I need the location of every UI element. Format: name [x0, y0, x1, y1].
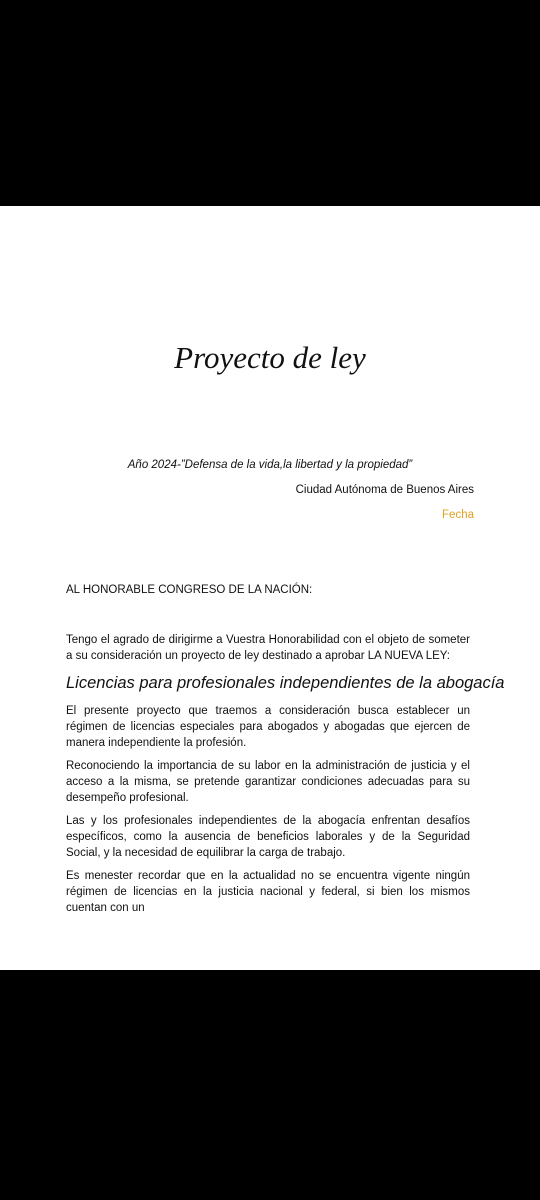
intro-paragraph: Tengo el agrado de dirigirme a Vuestra Honorabilidad con el objeto de someter a su consideración un proyecto de ley destinado a aprobar LA NUEVA LEY: — [66, 634, 470, 662]
document-title: Proyecto de ley — [174, 340, 366, 375]
addressee: AL HONORABLE CONGRESO DE LA NACIÓN: — [66, 584, 313, 596]
year-motto: Año 2024-”Defensa de la vida,la libertad y la propiedad” — [127, 459, 413, 471]
document-page — [0, 206, 540, 970]
date-field: Fecha — [442, 509, 474, 521]
law-subtitle: Licencias para profesionales independientes de la abogacía — [66, 674, 505, 692]
city-line: Ciudad Autónoma de Buenos Aires — [295, 484, 474, 496]
paragraph: El presente proyecto que traemos a consideración busca establecer un régimen de licencias especiales para abogados y abogadas que ejercen de manera independiente la profesión. — [66, 705, 470, 749]
paragraph: Reconociendo la importancia de su labor en la administración de justicia y el acceso a la misma, se pretende garantizar condiciones adecuadas para su desempeño profesional. — [66, 760, 470, 804]
paragraph: Es menester recordar que en la actualidad no se encuentra vigente ningún régimen de licencias en la justicia nacional y federal, si bien los mismos cuentan con un — [66, 870, 470, 914]
paragraph: Las y los profesionales independientes de la abogacía enfrentan desafíos específicos, como la ausencia de beneficios laborales y de la Seguridad Social, y la necesidad de equilibrar la carga de trabajo. — [66, 815, 470, 859]
